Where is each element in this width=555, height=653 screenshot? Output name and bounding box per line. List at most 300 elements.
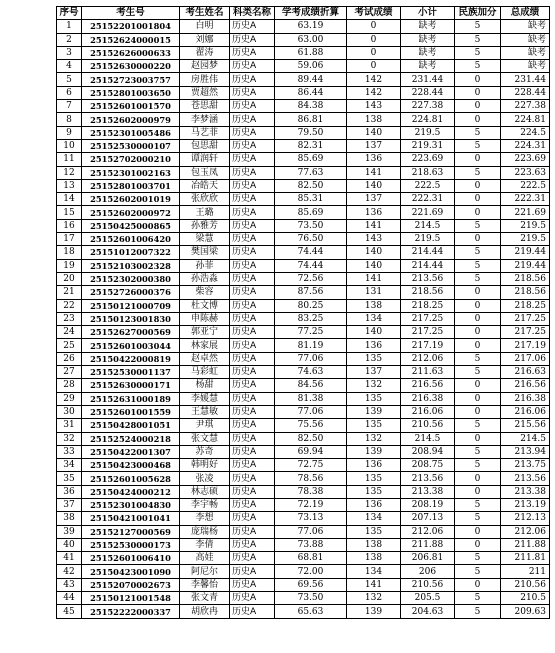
total-cell: 215.56 [501, 419, 550, 432]
exam-score-cell: 141 [347, 272, 401, 285]
exam-id-cell: 25152726000376 [82, 286, 180, 299]
name-cell: 梁慧 [180, 233, 230, 246]
table-row [57, 578, 550, 591]
bonus-cell: 0 [455, 73, 501, 86]
subtotal-cell: 217.25 [401, 326, 455, 339]
subject-cell: 历史A [230, 405, 275, 418]
subject-cell: 历史A [230, 73, 275, 86]
subject-cell: 历史A [230, 538, 275, 551]
subtotal-cell: 211.88 [401, 538, 455, 551]
bonus-cell: 5 [455, 20, 501, 33]
subtotal-cell: 214.44 [401, 246, 455, 259]
converted-score-cell: 84.38 [275, 100, 347, 113]
table-row [57, 60, 550, 73]
exam-id-cell: 25152222000337 [82, 605, 180, 618]
index-cell: 42 [57, 565, 82, 578]
subtotal-cell: 218.25 [401, 299, 455, 312]
exam-score-cell: 140 [347, 326, 401, 339]
bonus-cell: 5 [455, 565, 501, 578]
bonus-cell: 5 [455, 166, 501, 179]
subject-cell: 历史A [230, 299, 275, 312]
exam-id-cell: 25152602000979 [82, 113, 180, 126]
index-cell: 44 [57, 592, 82, 605]
bonus-cell: 5 [455, 33, 501, 46]
exam-id-cell: 25150422001307 [82, 445, 180, 458]
name-cell: 杨甜 [180, 379, 230, 392]
subtotal-cell: 213.56 [401, 472, 455, 485]
converted-score-cell: 75.56 [275, 419, 347, 432]
converted-score-cell: 69.56 [275, 578, 347, 591]
subtotal-cell: 缺考 [401, 20, 455, 33]
name-cell: 孙菲 [180, 259, 230, 272]
col-header-subject: 科类名称 [230, 7, 275, 20]
table-row [57, 379, 550, 392]
subject-cell: 历史A [230, 605, 275, 618]
name-cell: 李倩 [180, 538, 230, 551]
index-cell: 3 [57, 46, 82, 59]
subtotal-cell: 208.19 [401, 498, 455, 511]
name-cell: 李梦涵 [180, 113, 230, 126]
bonus-cell: 5 [455, 219, 501, 232]
index-cell: 7 [57, 100, 82, 113]
total-cell: 211.81 [501, 552, 550, 565]
table-row [57, 113, 550, 126]
total-cell: 217.19 [501, 339, 550, 352]
name-cell: 张文青 [180, 592, 230, 605]
subject-cell: 历史A [230, 179, 275, 192]
total-cell: 218.56 [501, 272, 550, 285]
converted-score-cell: 74.44 [275, 259, 347, 272]
total-cell: 217.25 [501, 312, 550, 325]
name-cell: 林家展 [180, 339, 230, 352]
converted-score-cell: 77.06 [275, 352, 347, 365]
bonus-cell: 0 [455, 405, 501, 418]
table-row [57, 286, 550, 299]
bonus-cell: 0 [455, 233, 501, 246]
exam-score-cell: 136 [347, 206, 401, 219]
total-cell: 213.56 [501, 472, 550, 485]
converted-score-cell: 84.56 [275, 379, 347, 392]
name-cell: 张凌 [180, 472, 230, 485]
name-cell: 贾超然 [180, 86, 230, 99]
total-cell: 222.31 [501, 193, 550, 206]
name-cell: 樊国梁 [180, 246, 230, 259]
bonus-cell: 5 [455, 552, 501, 565]
exam-id-cell: 25152601006410 [82, 552, 180, 565]
converted-score-cell: 77.63 [275, 166, 347, 179]
exam-score-cell: 137 [347, 139, 401, 152]
table-row [57, 233, 550, 246]
converted-score-cell: 72.00 [275, 565, 347, 578]
exam-score-cell: 131 [347, 286, 401, 299]
exam-id-cell: 25150421001041 [82, 512, 180, 525]
exam-id-cell: 25152070002673 [82, 578, 180, 591]
subtotal-cell: 214.5 [401, 432, 455, 445]
exam-score-cell: 0 [347, 46, 401, 59]
subtotal-cell: 204.63 [401, 605, 455, 618]
exam-score-cell: 135 [347, 352, 401, 365]
table-row [57, 246, 550, 259]
exam-id-cell: 25150121000709 [82, 299, 180, 312]
exam-score-cell: 132 [347, 592, 401, 605]
exam-score-cell: 134 [347, 312, 401, 325]
total-cell: 223.69 [501, 153, 550, 166]
index-cell: 11 [57, 153, 82, 166]
total-cell: 缺考 [501, 46, 550, 59]
exam-score-cell: 142 [347, 73, 401, 86]
table-row [57, 272, 550, 285]
index-cell: 34 [57, 459, 82, 472]
table-row [57, 259, 550, 272]
table-row [57, 605, 550, 618]
col-header-subtotal: 小计 [401, 7, 455, 20]
name-cell: 房胜伟 [180, 73, 230, 86]
name-cell: 王璐 [180, 206, 230, 219]
results-table [56, 6, 550, 619]
exam-id-cell: 25152601001559 [82, 405, 180, 418]
name-cell: 阿尼尔 [180, 565, 230, 578]
index-cell: 40 [57, 538, 82, 551]
exam-score-cell: 142 [347, 86, 401, 99]
subject-cell: 历史A [230, 445, 275, 458]
subtotal-cell: 214.5 [401, 219, 455, 232]
exam-id-cell: 25152601003044 [82, 339, 180, 352]
table-row [57, 166, 550, 179]
total-cell: 缺考 [501, 20, 550, 33]
exam-id-cell: 25152602001019 [82, 193, 180, 206]
exam-score-cell: 143 [347, 100, 401, 113]
index-cell: 31 [57, 419, 82, 432]
converted-score-cell: 85.69 [275, 206, 347, 219]
subtotal-cell: 231.44 [401, 73, 455, 86]
subtotal-cell: 206.81 [401, 552, 455, 565]
bonus-cell: 5 [455, 139, 501, 152]
name-cell: 林志硕 [180, 485, 230, 498]
subtotal-cell: 缺考 [401, 33, 455, 46]
bonus-cell: 5 [455, 259, 501, 272]
exam-score-cell: 136 [347, 459, 401, 472]
name-cell: 柴容 [180, 286, 230, 299]
index-cell: 22 [57, 299, 82, 312]
exam-score-cell: 143 [347, 233, 401, 246]
bonus-cell: 5 [455, 126, 501, 139]
exam-id-cell: 25151012007322 [82, 246, 180, 259]
converted-score-cell: 73.88 [275, 538, 347, 551]
table-row [57, 538, 550, 551]
index-cell: 29 [57, 392, 82, 405]
index-cell: 18 [57, 246, 82, 259]
table-row [57, 485, 550, 498]
bonus-cell: 5 [455, 419, 501, 432]
bonus-cell: 5 [455, 60, 501, 73]
converted-score-cell: 73.50 [275, 219, 347, 232]
exam-id-cell: 25152630000220 [82, 60, 180, 73]
subject-cell: 历史A [230, 485, 275, 498]
subject-cell: 历史A [230, 578, 275, 591]
converted-score-cell: 81.19 [275, 339, 347, 352]
subject-cell: 历史A [230, 272, 275, 285]
col-header-index: 序号 [57, 7, 82, 20]
bonus-cell: 0 [455, 193, 501, 206]
table-row [57, 312, 550, 325]
subtotal-cell: 221.69 [401, 206, 455, 219]
exam-id-cell: 25152801003701 [82, 179, 180, 192]
total-cell: 224.31 [501, 139, 550, 152]
exam-id-cell: 25152627000569 [82, 326, 180, 339]
exam-score-cell: 0 [347, 60, 401, 73]
index-cell: 12 [57, 166, 82, 179]
exam-id-cell: 25152702000210 [82, 153, 180, 166]
index-cell: 14 [57, 193, 82, 206]
name-cell: 李宇畅 [180, 498, 230, 511]
subject-cell: 历史A [230, 379, 275, 392]
exam-id-cell: 25152530000173 [82, 538, 180, 551]
table-row [57, 219, 550, 232]
converted-score-cell: 72.56 [275, 272, 347, 285]
index-cell: 38 [57, 512, 82, 525]
index-cell: 15 [57, 206, 82, 219]
index-cell: 27 [57, 366, 82, 379]
exam-id-cell: 25152301002163 [82, 166, 180, 179]
subtotal-cell: 216.38 [401, 392, 455, 405]
subject-cell: 历史A [230, 366, 275, 379]
index-cell: 16 [57, 219, 82, 232]
subject-cell: 历史A [230, 60, 275, 73]
converted-score-cell: 69.94 [275, 445, 347, 458]
index-cell: 37 [57, 498, 82, 511]
name-cell: 孙浩淼 [180, 272, 230, 285]
exam-score-cell: 136 [347, 339, 401, 352]
total-cell: 224.81 [501, 113, 550, 126]
subtotal-cell: 206 [401, 565, 455, 578]
exam-id-cell: 25152127000569 [82, 525, 180, 538]
index-cell: 21 [57, 286, 82, 299]
total-cell: 212.06 [501, 525, 550, 538]
total-cell: 228.44 [501, 86, 550, 99]
subject-cell: 历史A [230, 233, 275, 246]
index-cell: 43 [57, 578, 82, 591]
index-cell: 45 [57, 605, 82, 618]
table-row [57, 100, 550, 113]
subtotal-cell: 缺考 [401, 46, 455, 59]
table-row [57, 139, 550, 152]
index-cell: 2 [57, 33, 82, 46]
index-cell: 33 [57, 445, 82, 458]
header-row [57, 7, 550, 20]
converted-score-cell: 72.75 [275, 459, 347, 472]
bonus-cell: 5 [455, 246, 501, 259]
name-cell: 杜文博 [180, 299, 230, 312]
subject-cell: 历史A [230, 166, 275, 179]
exam-score-cell: 138 [347, 113, 401, 126]
index-cell: 9 [57, 126, 82, 139]
exam-score-cell: 135 [347, 525, 401, 538]
index-cell: 8 [57, 113, 82, 126]
index-cell: 4 [57, 60, 82, 73]
subject-cell: 历史A [230, 459, 275, 472]
name-cell: 庞瑞杨 [180, 525, 230, 538]
subtotal-cell: 缺考 [401, 60, 455, 73]
subtotal-cell: 205.5 [401, 592, 455, 605]
bonus-cell: 5 [455, 459, 501, 472]
table-row [57, 552, 550, 565]
exam-id-cell: 25150423000468 [82, 459, 180, 472]
col-header-exam-id: 考生号 [82, 7, 180, 20]
name-cell: 翟涛 [180, 46, 230, 59]
score-sheet [56, 6, 550, 619]
subtotal-cell: 219.5 [401, 126, 455, 139]
name-cell: 赵园梦 [180, 60, 230, 73]
bonus-cell: 5 [455, 46, 501, 59]
name-cell: 张文慧 [180, 432, 230, 445]
name-cell: 郭亚宁 [180, 326, 230, 339]
bonus-cell: 0 [455, 113, 501, 126]
col-header-name: 考生姓名 [180, 7, 230, 20]
exam-id-cell: 25152631000189 [82, 392, 180, 405]
total-cell: 209.63 [501, 605, 550, 618]
exam-id-cell: 25152624000015 [82, 33, 180, 46]
table-row [57, 20, 550, 33]
exam-id-cell: 25152630000171 [82, 379, 180, 392]
bonus-cell: 0 [455, 578, 501, 591]
converted-score-cell: 63.00 [275, 33, 347, 46]
exam-id-cell: 25152302000380 [82, 272, 180, 285]
bonus-cell: 0 [455, 86, 501, 99]
subject-cell: 历史A [230, 392, 275, 405]
total-cell: 211 [501, 565, 550, 578]
total-cell: 223.63 [501, 166, 550, 179]
subject-cell: 历史A [230, 46, 275, 59]
subtotal-cell: 218.63 [401, 166, 455, 179]
exam-score-cell: 134 [347, 565, 401, 578]
table-row [57, 339, 550, 352]
table-row [57, 432, 550, 445]
subject-cell: 历史A [230, 419, 275, 432]
name-cell: 李想 [180, 512, 230, 525]
total-cell: 缺考 [501, 33, 550, 46]
subject-cell: 历史A [230, 286, 275, 299]
subject-cell: 历史A [230, 219, 275, 232]
total-cell: 222.5 [501, 179, 550, 192]
subtotal-cell: 222.5 [401, 179, 455, 192]
converted-score-cell: 65.63 [275, 605, 347, 618]
bonus-cell: 5 [455, 352, 501, 365]
subtotal-cell: 227.38 [401, 100, 455, 113]
converted-score-cell: 77.06 [275, 525, 347, 538]
total-cell: 224.5 [501, 126, 550, 139]
bonus-cell: 0 [455, 538, 501, 551]
name-cell: 高娃 [180, 552, 230, 565]
bonus-cell: 0 [455, 432, 501, 445]
subtotal-cell: 217.25 [401, 312, 455, 325]
subject-cell: 历史A [230, 139, 275, 152]
converted-score-cell: 87.56 [275, 286, 347, 299]
name-cell: 李馨怡 [180, 578, 230, 591]
exam-id-cell: 25150121001548 [82, 592, 180, 605]
subject-cell: 历史A [230, 525, 275, 538]
subject-cell: 历史A [230, 259, 275, 272]
exam-score-cell: 139 [347, 445, 401, 458]
total-cell: 213.19 [501, 498, 550, 511]
bonus-cell: 0 [455, 485, 501, 498]
exam-id-cell: 25150123001830 [82, 312, 180, 325]
exam-id-cell: 25152530000107 [82, 139, 180, 152]
table-row [57, 193, 550, 206]
converted-score-cell: 78.56 [275, 472, 347, 485]
name-cell: 张欣欣 [180, 193, 230, 206]
exam-id-cell: 25152524000218 [82, 432, 180, 445]
exam-id-cell: 25152626000633 [82, 46, 180, 59]
subtotal-cell: 208.94 [401, 445, 455, 458]
bonus-cell: 5 [455, 498, 501, 511]
subject-cell: 历史A [230, 100, 275, 113]
exam-id-cell: 25152602000972 [82, 206, 180, 219]
bonus-cell: 0 [455, 206, 501, 219]
table-row [57, 86, 550, 99]
table-row [57, 352, 550, 365]
name-cell: 刘娜 [180, 33, 230, 46]
exam-id-cell: 25150424000212 [82, 485, 180, 498]
exam-score-cell: 135 [347, 485, 401, 498]
subtotal-cell: 210.56 [401, 419, 455, 432]
subtotal-cell: 222.31 [401, 193, 455, 206]
subject-cell: 历史A [230, 592, 275, 605]
index-cell: 5 [57, 73, 82, 86]
bonus-cell: 0 [455, 392, 501, 405]
index-cell: 30 [57, 405, 82, 418]
name-cell: 包思甜 [180, 139, 230, 152]
index-cell: 28 [57, 379, 82, 392]
total-cell: 213.94 [501, 445, 550, 458]
table-row [57, 405, 550, 418]
exam-score-cell: 0 [347, 33, 401, 46]
subtotal-cell: 216.06 [401, 405, 455, 418]
col-header-exam-score: 考试成绩 [347, 7, 401, 20]
converted-score-cell: 73.13 [275, 512, 347, 525]
bonus-cell: 0 [455, 339, 501, 352]
total-cell: 218.56 [501, 286, 550, 299]
total-cell: 210.56 [501, 578, 550, 591]
exam-score-cell: 134 [347, 512, 401, 525]
converted-score-cell: 80.25 [275, 299, 347, 312]
subtotal-cell: 212.06 [401, 525, 455, 538]
exam-id-cell: 25152201001804 [82, 20, 180, 33]
col-header-total: 总成绩 [501, 7, 550, 20]
exam-id-cell: 25152103002328 [82, 259, 180, 272]
subtotal-cell: 219.31 [401, 139, 455, 152]
bonus-cell: 0 [455, 299, 501, 312]
exam-score-cell: 140 [347, 179, 401, 192]
table-row [57, 126, 550, 139]
subtotal-cell: 211.63 [401, 366, 455, 379]
total-cell: 214.5 [501, 432, 550, 445]
converted-score-cell: 74.63 [275, 366, 347, 379]
table-row [57, 392, 550, 405]
col-header-bonus: 民族加分 [455, 7, 501, 20]
index-cell: 10 [57, 139, 82, 152]
name-cell: 冶皓天 [180, 179, 230, 192]
index-cell: 19 [57, 259, 82, 272]
table-row [57, 179, 550, 192]
subtotal-cell: 213.38 [401, 485, 455, 498]
table-row [57, 512, 550, 525]
index-cell: 13 [57, 179, 82, 192]
total-cell: 212.13 [501, 512, 550, 525]
table-row [57, 445, 550, 458]
subtotal-cell: 208.75 [401, 459, 455, 472]
bonus-cell: 5 [455, 272, 501, 285]
converted-score-cell: 77.25 [275, 326, 347, 339]
